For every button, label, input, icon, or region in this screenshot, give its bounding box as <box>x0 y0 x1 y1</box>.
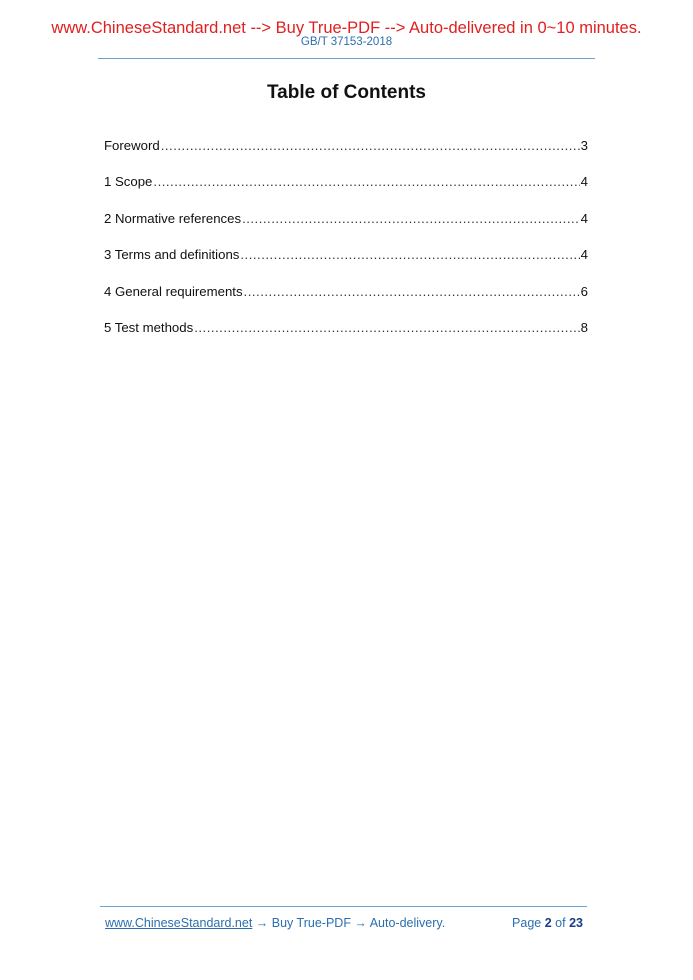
footer-promo <box>105 916 445 930</box>
footer-delivery-text: Auto-delivery. <box>369 916 446 930</box>
toc-entry-page: 4 <box>580 247 588 263</box>
footer-divider <box>100 906 587 907</box>
toc-entry-foreword[interactable] <box>104 138 588 174</box>
footer-buy-text: Buy True-PDF <box>271 916 351 930</box>
toc-dot-leader <box>244 284 580 299</box>
total-pages-number: 23 <box>569 916 583 930</box>
toc-title: Table of Contents <box>266 82 427 103</box>
toc-entry-label: 2 Normative references <box>104 210 242 226</box>
toc-entry-page: 6 <box>580 283 588 299</box>
toc-entry-page: 4 <box>580 210 588 226</box>
footer-arrow: → <box>350 916 370 930</box>
toc-dot-leader <box>240 247 579 262</box>
document-code: GB/T 37153-2018 <box>300 36 393 48</box>
toc-entry-scope[interactable] <box>104 174 588 210</box>
current-page-number: 2 <box>544 916 552 930</box>
promo-banner[interactable]: www.ChineseStandard.net --> Buy True-PDF --> Auto-delivered in 0~10 minutes. <box>51 19 642 37</box>
footer-arrow: → <box>252 916 272 930</box>
toc-entry-page: 3 <box>580 138 588 153</box>
toc-entry-test-methods[interactable] <box>104 320 588 356</box>
toc-entry-terms-and-definitions[interactable] <box>104 247 588 283</box>
toc-entry-label: Foreword <box>104 138 160 153</box>
toc-dot-leader <box>242 211 580 226</box>
toc-entry-label: 5 Test methods <box>104 319 194 335</box>
toc-dot-leader <box>194 320 579 335</box>
toc-dot-leader <box>161 138 580 153</box>
toc-entry-normative-references[interactable] <box>104 211 588 247</box>
toc-list <box>104 138 588 356</box>
toc-dot-leader <box>153 174 579 189</box>
toc-entry-label: 3 Terms and definitions <box>104 247 240 263</box>
of-word: of <box>555 916 566 930</box>
page-indicator <box>512 916 583 930</box>
toc-entry-label: 4 General requirements <box>104 283 243 299</box>
page-word: Page <box>512 916 542 930</box>
toc-entry-general-requirements[interactable] <box>104 284 588 320</box>
toc-entry-label: 1 Scope <box>104 174 153 190</box>
header-divider <box>98 58 595 59</box>
toc-entry-page: 4 <box>580 174 588 190</box>
toc-entry-page: 8 <box>580 319 588 335</box>
footer-site-link[interactable]: www.ChineseStandard.net <box>105 916 253 930</box>
